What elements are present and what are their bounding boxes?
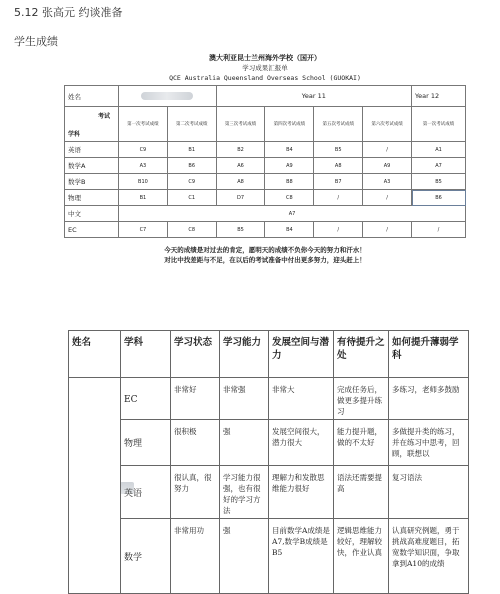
grade-cell: B2 (216, 142, 265, 158)
analysis-ability: 强 (220, 420, 269, 466)
grade-cell: / (363, 190, 412, 206)
analysis-potential: 理解力和发散思维能力很好 (269, 466, 334, 519)
analysis-subject: EC (121, 378, 171, 420)
analysis-status: 非常好 (171, 378, 220, 420)
grade-cell: A8 (314, 158, 363, 174)
report-header (64, 50, 466, 83)
exam-header: 第一次考试成绩 (119, 107, 168, 142)
analysis-improve: 完成任务后，做更多提升练习 (334, 378, 389, 420)
grade-cell-highlighted: B6 (412, 190, 466, 206)
analysis-header-row (69, 331, 469, 378)
grade-cell: B5 (314, 142, 363, 158)
grade-cell: C8 (167, 222, 216, 238)
year11-header: Year 11 (216, 86, 411, 107)
header-potential: 发展空间与潜力 (269, 331, 334, 378)
grade-cell: D7 (216, 190, 265, 206)
grade-cell: A3 (119, 158, 168, 174)
subject-label: 中文 (65, 206, 119, 222)
grade-cell: B4 (265, 222, 314, 238)
analysis-how: 多做提升类的练习，并在练习中思考，回顾，联想以 (389, 420, 469, 466)
grade-cell: C8 (265, 190, 314, 206)
header-ability: 学习能力 (220, 331, 269, 378)
corner-label-subject: 学科 (68, 131, 81, 138)
grade-cell: A7 (412, 158, 466, 174)
analysis-potential: 非常大 (269, 378, 334, 420)
grade-cell: B5 (412, 174, 466, 190)
grade-cell: C1 (167, 190, 216, 206)
analysis-status: 很积极 (171, 420, 220, 466)
subject-label: 物理 (65, 190, 119, 206)
analysis-status: 很认真，很努力 (171, 466, 220, 519)
exam-header: 第二次考试成绩 (167, 107, 216, 142)
analysis-potential: 目前数学A成绩是A7,数学B成绩是B5 (269, 519, 334, 594)
grade-cell: A3 (363, 174, 412, 190)
grades-table (64, 85, 466, 238)
analysis-row-physics (69, 420, 469, 466)
grade-cell: B5 (216, 222, 265, 238)
exam-header: 第一次考试成绩 (412, 107, 466, 142)
section-title-grades: 学生成绩 (14, 35, 58, 48)
grade-row-english (65, 142, 466, 158)
grade-cell: / (314, 190, 363, 206)
analysis-ability: 学习能力很强，也有很好的学习方法 (220, 466, 269, 519)
school-name: 澳大利亚昆士兰州海外学校（国开） (209, 54, 321, 62)
grade-cell: A8 (216, 174, 265, 190)
analysis-table (68, 330, 469, 594)
grade-cell: C7 (119, 222, 168, 238)
analysis-improve: 逻辑思维能力较好，理解较快，作业认真 (334, 519, 389, 594)
subject-label: EC (65, 222, 119, 238)
student-name-redacted (119, 86, 217, 107)
grade-cell: B8 (265, 174, 314, 190)
grade-cell: / (314, 222, 363, 238)
grade-row-math-a (65, 158, 466, 174)
grade-cell: / (363, 142, 412, 158)
header-improve: 有待提升之处 (334, 331, 389, 378)
analysis-potential: 发展空间很大，潜力很大 (269, 420, 334, 466)
grade-row-chinese (65, 206, 466, 222)
grade-cell: B6 (167, 158, 216, 174)
subject-label: 数学A (65, 158, 119, 174)
analysis-ability: 强 (220, 519, 269, 594)
motto-line-1: 今天的成绩是对过去的肯定，愿明天的成绩不负你今天的努力和汗水！ (164, 246, 366, 254)
exam-header: 第四次考试成绩 (265, 107, 314, 142)
grade-cell: B4 (265, 142, 314, 158)
grade-cell: A9 (265, 158, 314, 174)
analysis-row-english (69, 466, 469, 519)
grade-cell: B1 (119, 190, 168, 206)
grade-cell: B10 (119, 174, 168, 190)
grade-cell: B7 (314, 174, 363, 190)
name-label: 姓名 (65, 86, 119, 107)
analysis-subject: 数学 (121, 519, 171, 594)
header-how: 如何提升薄弱学科 (389, 331, 469, 378)
motto-line-2: 对比中找差距与不足，在以后的考试准备中付出更多努力，迎头赶上！ (164, 256, 366, 264)
school-name-english: QCE Australia Queensland Overseas School (GUOKAI) (169, 74, 361, 82)
analysis-subject: 英语 (121, 466, 171, 519)
analysis-improve: 语法还需要提高 (334, 466, 389, 519)
analysis-ability: 非常强 (220, 378, 269, 420)
analysis-row-math (69, 519, 469, 594)
analysis-improve: 能力提升题，做的不太好 (334, 420, 389, 466)
subject-label: 数学B (65, 174, 119, 190)
exam-header: 第三次考试成绩 (216, 107, 265, 142)
grade-cell: / (363, 222, 412, 238)
analysis-row-ec (69, 378, 469, 420)
analysis-how: 多练习，老师多鼓励 (389, 378, 469, 420)
report-card (64, 50, 466, 265)
header-subject: 学科 (121, 331, 171, 378)
subject-label: 英语 (65, 142, 119, 158)
corner-label-exam: 考试 (97, 113, 110, 120)
grade-cell-merged: A7 (119, 206, 466, 222)
analysis-how: 复习语法 (389, 466, 469, 519)
grade-row-ec (65, 222, 466, 238)
grade-cell: C9 (119, 142, 168, 158)
grade-cell: A1 (412, 142, 466, 158)
analysis-how: 认真研究例题，勇于挑战高难度题目，拓宽数学知识面，争取拿到A10的成绩 (389, 519, 469, 594)
exam-header: 第五次考试成绩 (314, 107, 363, 142)
analysis-status: 非常用功 (171, 519, 220, 594)
analysis-subject: 物理 (121, 420, 171, 466)
grades-name-row (65, 86, 466, 107)
header-name: 姓名 (69, 331, 121, 378)
report-subtitle: 学习成果汇报单 (242, 64, 288, 72)
year12-header: Year 12 (412, 86, 466, 107)
student-name-redacted (69, 378, 121, 594)
redacted-name-blur (141, 92, 193, 100)
grade-row-math-b (65, 174, 466, 190)
grades-exam-row (65, 107, 466, 142)
corner-cell (65, 107, 119, 142)
grade-cell: A9 (363, 158, 412, 174)
motto (64, 245, 466, 265)
grade-cell: B1 (167, 142, 216, 158)
grade-cell: / (412, 222, 466, 238)
header-status: 学习状态 (171, 331, 220, 378)
grade-cell: C9 (167, 174, 216, 190)
exam-header: 第六次考试成绩 (363, 107, 412, 142)
document-heading: 5.12 张高元 约谈准备 (14, 6, 123, 19)
grade-cell: A6 (216, 158, 265, 174)
grade-row-physics (65, 190, 466, 206)
